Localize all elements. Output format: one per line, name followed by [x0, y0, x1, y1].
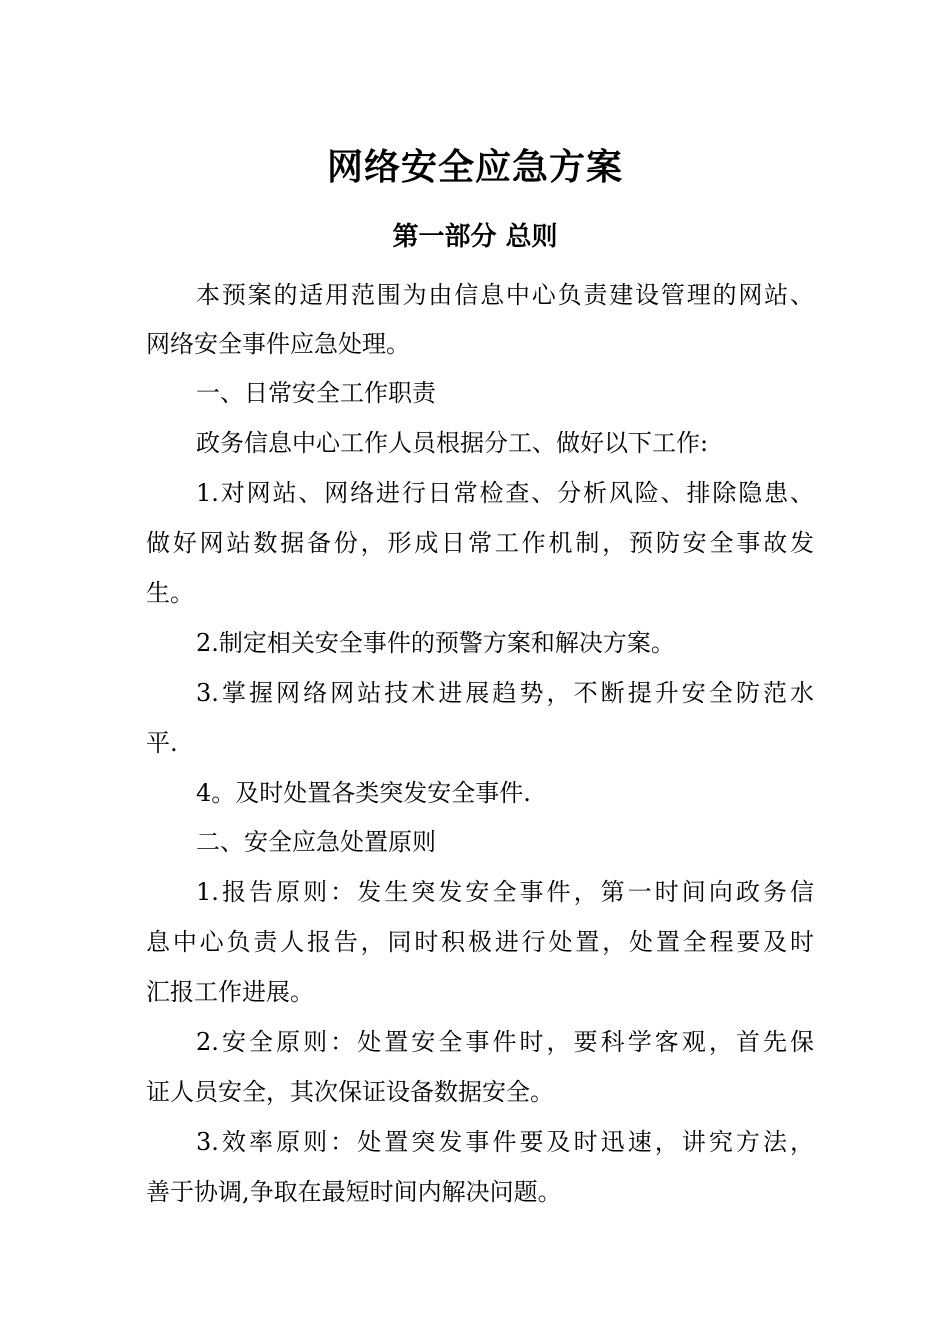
document-title: 网络安全应急方案 — [326, 146, 623, 188]
list-item-line: 息中心负责人报告，同时积极进行处置，处置全程要及时 — [146, 928, 814, 956]
paragraph-line: 网络安全事件应急处理。 — [146, 330, 410, 358]
list-item-line: 2.安全原则：处置安全事件时，要科学客观，首先保 — [196, 1028, 814, 1056]
section-title: 第一部分 总则 — [392, 222, 558, 252]
section-heading: 一、日常安全工作职责 — [196, 379, 436, 407]
list-item-line: 3.掌握网络网站技术进展趋势，不断提升安全防范水 — [196, 679, 814, 707]
paragraph-line: 本预案的适用范围为由信息中心负责建设管理的网站、 — [196, 281, 814, 309]
list-item-line: 1.对网站、网络进行日常检查、分析风险、排除隐患、 — [196, 479, 814, 507]
paragraph-line: 政务信息中心工作人员根据分工、做好以下工作: — [196, 429, 709, 457]
list-item-line: 3.效率原则：处置突发事件要及时迅速，讲究方法， — [196, 1128, 814, 1156]
list-item-line: 1.报告原则：发生突发安全事件，第一时间向政务信 — [196, 878, 814, 906]
list-item-line: 4。及时处置各类突发安全事件. — [196, 779, 531, 807]
list-item-line: 做好网站数据备份，形成日常工作机制，预防安全事故发 — [146, 529, 814, 557]
section-heading: 二、安全应急处置原则 — [196, 828, 436, 856]
list-item-line: 善于协调,争取在最短时间内解决问题。 — [146, 1178, 562, 1206]
list-item-line: 2.制定相关安全事件的预警方案和解决方案。 — [196, 629, 675, 657]
list-item-line: 证人员安全，其次保证设备数据安全。 — [146, 1078, 554, 1106]
list-item-line: 汇报工作进展。 — [146, 978, 314, 1006]
list-item-line: 生。 — [146, 579, 194, 607]
list-item-line: 平. — [146, 729, 178, 757]
